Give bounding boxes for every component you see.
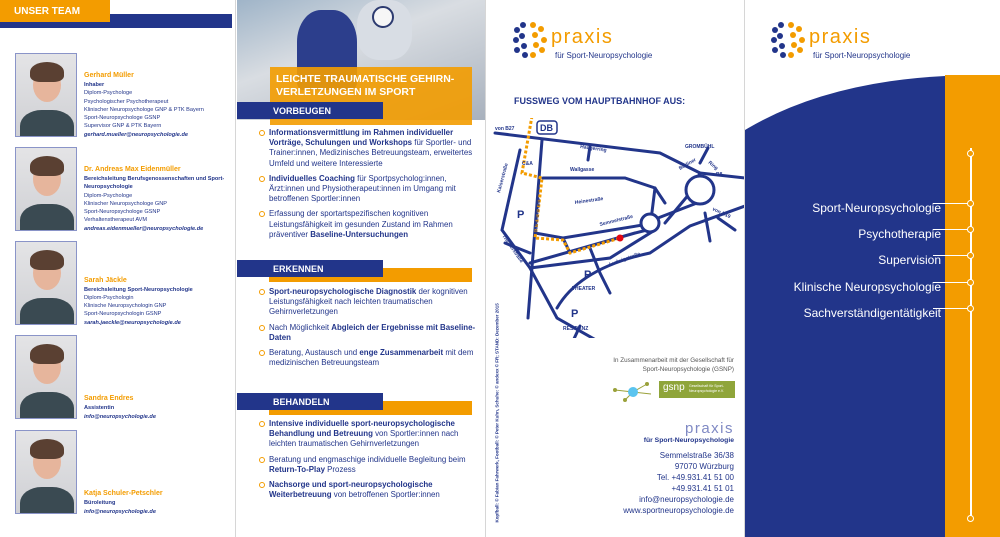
brain-logo-icon bbox=[511, 20, 549, 60]
map-label: C&A bbox=[522, 161, 533, 167]
service-item: Supervision bbox=[878, 253, 941, 268]
map-label: Haugerring bbox=[579, 144, 607, 154]
logo-subtitle: für Sport-Neuropsychologie bbox=[813, 51, 911, 60]
phone-1[interactable]: Tel. +49.931.41 51 00 bbox=[656, 473, 734, 482]
team-member bbox=[15, 335, 235, 421]
section-list bbox=[259, 128, 481, 245]
praxis-logo bbox=[769, 20, 911, 65]
item-emphasis: Nachsorge und sport-neuropsychologische Weiterbetreuung bbox=[269, 480, 433, 500]
team-heading: UNSER TEAM bbox=[0, 0, 110, 22]
item-text: Erfassung der sportartspezifischen kognitiven Leistungsfähigkeit im gesunden Zustand im Rahmen präventiver bbox=[269, 209, 453, 239]
item-text: Prozess bbox=[324, 464, 356, 474]
list-item bbox=[259, 323, 481, 343]
item-text: für Sportler- und Trainer:innen, Medizinisches Betreuungsteam, erweitertes Umfeld und weitere Interessierte bbox=[269, 138, 473, 168]
logo-word: praxis bbox=[551, 26, 614, 48]
molecule-logo-icon bbox=[611, 380, 655, 402]
member-qualification: Sport-Neuropsychologe GSNP bbox=[84, 209, 161, 216]
item-text: der kognitiven Leistungsfähigkeit nach leichten traumatischen Gehirnverletzungen bbox=[269, 287, 468, 317]
map-label: Semmelstraße bbox=[599, 213, 634, 228]
member-qualification: Klinische Neuropsychologin GNP bbox=[84, 303, 167, 310]
member-photo bbox=[15, 335, 77, 419]
team-panel bbox=[0, 0, 236, 537]
item-emphasis: Informationsvermittlung im Rahmen individueller Vorträge, Schulungen und Workshops bbox=[269, 128, 454, 148]
address-street: Semmelstraße 36/38 bbox=[659, 451, 734, 460]
bullet-dot-icon bbox=[967, 515, 974, 522]
member-role: Bereichsleitung Berufsgenossenschaften und Sport-Neuropsychologie bbox=[84, 175, 225, 191]
member-name: Katja Schuler-Petschler bbox=[84, 490, 163, 498]
team-member bbox=[15, 241, 235, 327]
item-text: Beratung, Austausch und bbox=[269, 348, 360, 358]
list-item bbox=[259, 128, 481, 169]
service-item: Sachverständigentätigkeit bbox=[803, 305, 941, 320]
bullet-dot-icon bbox=[967, 279, 974, 286]
member-email[interactable]: sarah.jaeckle@neuropsychologie.de bbox=[84, 319, 181, 326]
contact-logo-word: praxis bbox=[684, 420, 734, 437]
address-city: 97070 Würzburg bbox=[674, 462, 734, 471]
section-heading: BEHANDELN bbox=[237, 393, 383, 410]
member-name: Sarah Jäckle bbox=[84, 276, 127, 284]
member-qualification: Diplom-Psychologin bbox=[84, 294, 134, 301]
member-qualification: Verhaltenstherapeut AVM bbox=[84, 217, 148, 224]
list-item bbox=[259, 209, 481, 240]
team-member bbox=[15, 430, 235, 516]
item-emphasis: Return-To-Play bbox=[269, 464, 325, 474]
member-photo bbox=[15, 241, 77, 325]
panel-title: LEICHTE TRAUMATISCHE GEHIRN-VERLETZUNGEN IM SPORT bbox=[270, 67, 472, 125]
collab-line: In Zusammenarbeit mit der Gesellschaft für bbox=[613, 357, 734, 364]
email-link[interactable]: info@neuropsychologie.de bbox=[639, 495, 734, 504]
member-qualification: Sport-Neuropsychologin GSNP bbox=[84, 311, 162, 318]
map-label: GROMBÜHL bbox=[685, 144, 715, 150]
map-label: DB bbox=[540, 123, 553, 133]
route-map bbox=[490, 118, 745, 338]
photo-credit: Kopfball: © Fabian Fahrwerk, Football: © Peter Kuhn, Schuhe: © andexx © FR; STAND: Dezember 2015 bbox=[494, 303, 500, 523]
member-photo bbox=[15, 430, 77, 514]
map-label: Kaiserstraße bbox=[496, 162, 510, 194]
member-qualification: Klinischer Neuropsychologe GNP bbox=[84, 200, 168, 207]
bullet-dot-icon bbox=[967, 200, 974, 207]
list-item bbox=[259, 174, 481, 205]
logo-subtitle: für Sport-Neuropsychologie bbox=[555, 51, 653, 60]
map-label: von B27 bbox=[495, 126, 515, 132]
logo-word: praxis bbox=[809, 26, 872, 48]
member-qualification: Supervisor GNP & PTK Bayern bbox=[84, 123, 162, 130]
list-item bbox=[259, 480, 481, 500]
collab-line: Sport-Neuropsychologie (GSNP) bbox=[642, 366, 734, 373]
map-label: B8 bbox=[716, 172, 723, 178]
section-heading: ERKENNEN bbox=[237, 260, 383, 277]
map-label: Theaterstraße bbox=[500, 233, 525, 265]
destination-marker bbox=[617, 235, 624, 242]
item-emphasis: Baseline-Untersuchungen bbox=[310, 229, 409, 239]
member-role: Bereichsleitung Sport-Neuropsychologie bbox=[84, 286, 193, 293]
bullet-dot-icon bbox=[967, 305, 974, 312]
member-qualification: Psychologischer Psychotherapeut bbox=[84, 98, 169, 105]
service-item: Klinische Neuropsychologie bbox=[793, 279, 941, 294]
member-role: Büroleitung bbox=[84, 500, 116, 507]
item-text: Beratung und engmaschige individuelle Begleitung beim bbox=[269, 454, 466, 464]
member-name: Sandra Endres bbox=[84, 395, 134, 403]
item-text: von betroffenen Sportler:innen bbox=[331, 490, 440, 500]
phone-2[interactable]: +49.931.41 51 01 bbox=[671, 484, 734, 493]
map-label: Ring bbox=[706, 159, 720, 172]
parking-icon: P bbox=[571, 308, 579, 320]
member-email[interactable]: info@neuropsychologie.de bbox=[84, 413, 156, 420]
member-name: Dr. Andreas Max Eidenmüller bbox=[84, 165, 181, 173]
contact-logo-sub: für Sport-Neuropsychologie bbox=[643, 437, 734, 444]
contact-block bbox=[623, 420, 734, 516]
map-label: Wallgasse bbox=[570, 167, 595, 173]
map-label: Bahnhofstraße bbox=[533, 197, 543, 234]
team-member bbox=[15, 53, 235, 139]
list-item bbox=[259, 455, 481, 475]
item-emphasis: enge Zusammenarbeit bbox=[359, 348, 444, 358]
member-role: Inhaber bbox=[84, 81, 105, 88]
parking-icon: P bbox=[584, 269, 592, 281]
item-text: von Sportler:innen nach leichten traumatischen Gehirnverletzungen bbox=[269, 429, 459, 449]
member-photo bbox=[15, 147, 77, 231]
map-label: von B19 bbox=[711, 206, 732, 221]
item-emphasis: Abgleich der Ergebnisse mit Baseline-Daten bbox=[269, 322, 476, 342]
item-text: für Sportpsycholog:innen, Ärzt:innen und Physiotherapeut:innen im Umgang mit betroffenen Sportler:innen bbox=[269, 173, 456, 204]
member-email[interactable]: gerhard.mueller@neuropsychologie.de bbox=[84, 131, 188, 138]
gsnp-subtitle: Gesellschaft für Sport-Neuropsychologie e.V. bbox=[689, 384, 724, 393]
bullet-dot-icon bbox=[967, 150, 974, 157]
member-qualification: Diplom-Psychologe bbox=[84, 192, 133, 199]
map-label: Berliner bbox=[678, 157, 698, 172]
item-emphasis: Sport-neuropsychologische Diagnostik bbox=[269, 287, 417, 296]
gsnp-logo bbox=[659, 381, 735, 398]
map-title: FUSSWEG VOM HAUPTBAHNHOF AUS: bbox=[514, 96, 686, 106]
service-item: Sport-Neuropsychologie bbox=[812, 201, 941, 215]
member-qualification: Klinischer Neuropsychologe GNP & PTK Bayern bbox=[84, 106, 204, 113]
item-emphasis: Intensive individuelle sport-neuropsychologische Behandlung und Betreuung bbox=[269, 419, 455, 439]
service-list bbox=[794, 195, 941, 326]
website-link[interactable]: www.sportneuropsychologie.de bbox=[623, 506, 734, 515]
member-role: Assistentin bbox=[84, 405, 115, 412]
member-email[interactable]: andreas.eidenmueller@neuropsychologie.de bbox=[84, 225, 204, 232]
member-photo bbox=[15, 53, 77, 137]
brain-logo-icon bbox=[769, 20, 807, 60]
map-label: Ludwigstraße bbox=[608, 251, 642, 268]
section-list bbox=[259, 419, 481, 505]
map-panel bbox=[487, 0, 745, 537]
member-qualification: Sport-Neuropsychologe GSNP bbox=[84, 115, 161, 122]
cover-panel bbox=[745, 0, 1000, 537]
member-name: Gerhard Müller bbox=[84, 71, 134, 79]
item-text: Nach Möglichkeit bbox=[269, 322, 332, 332]
section-list bbox=[259, 287, 481, 373]
item-emphasis: Individuelles Coaching bbox=[269, 173, 355, 183]
football-icon bbox=[372, 6, 394, 28]
item-text: mit dem medizinischen Betreuungsteam bbox=[269, 348, 474, 368]
section-heading: VORBEUGEN bbox=[237, 102, 383, 119]
service-item: Psychotherapie bbox=[858, 227, 941, 242]
map-label: THEATER bbox=[572, 286, 596, 292]
praxis-logo bbox=[511, 20, 653, 65]
list-item bbox=[259, 287, 481, 318]
member-qualification: Diplom-Psychologe bbox=[84, 90, 133, 97]
parking-icon: P bbox=[517, 209, 525, 221]
map-label: Heinestraße bbox=[574, 196, 604, 206]
services-panel bbox=[237, 0, 486, 537]
member-email[interactable]: info@neuropsychologie.de bbox=[84, 508, 156, 515]
map-label: RESIDENZ bbox=[563, 326, 589, 332]
gsnp-word: gsnp bbox=[663, 382, 685, 393]
list-item bbox=[259, 419, 481, 450]
team-member bbox=[15, 147, 235, 233]
collaboration-note bbox=[613, 356, 734, 374]
list-item bbox=[259, 348, 481, 368]
